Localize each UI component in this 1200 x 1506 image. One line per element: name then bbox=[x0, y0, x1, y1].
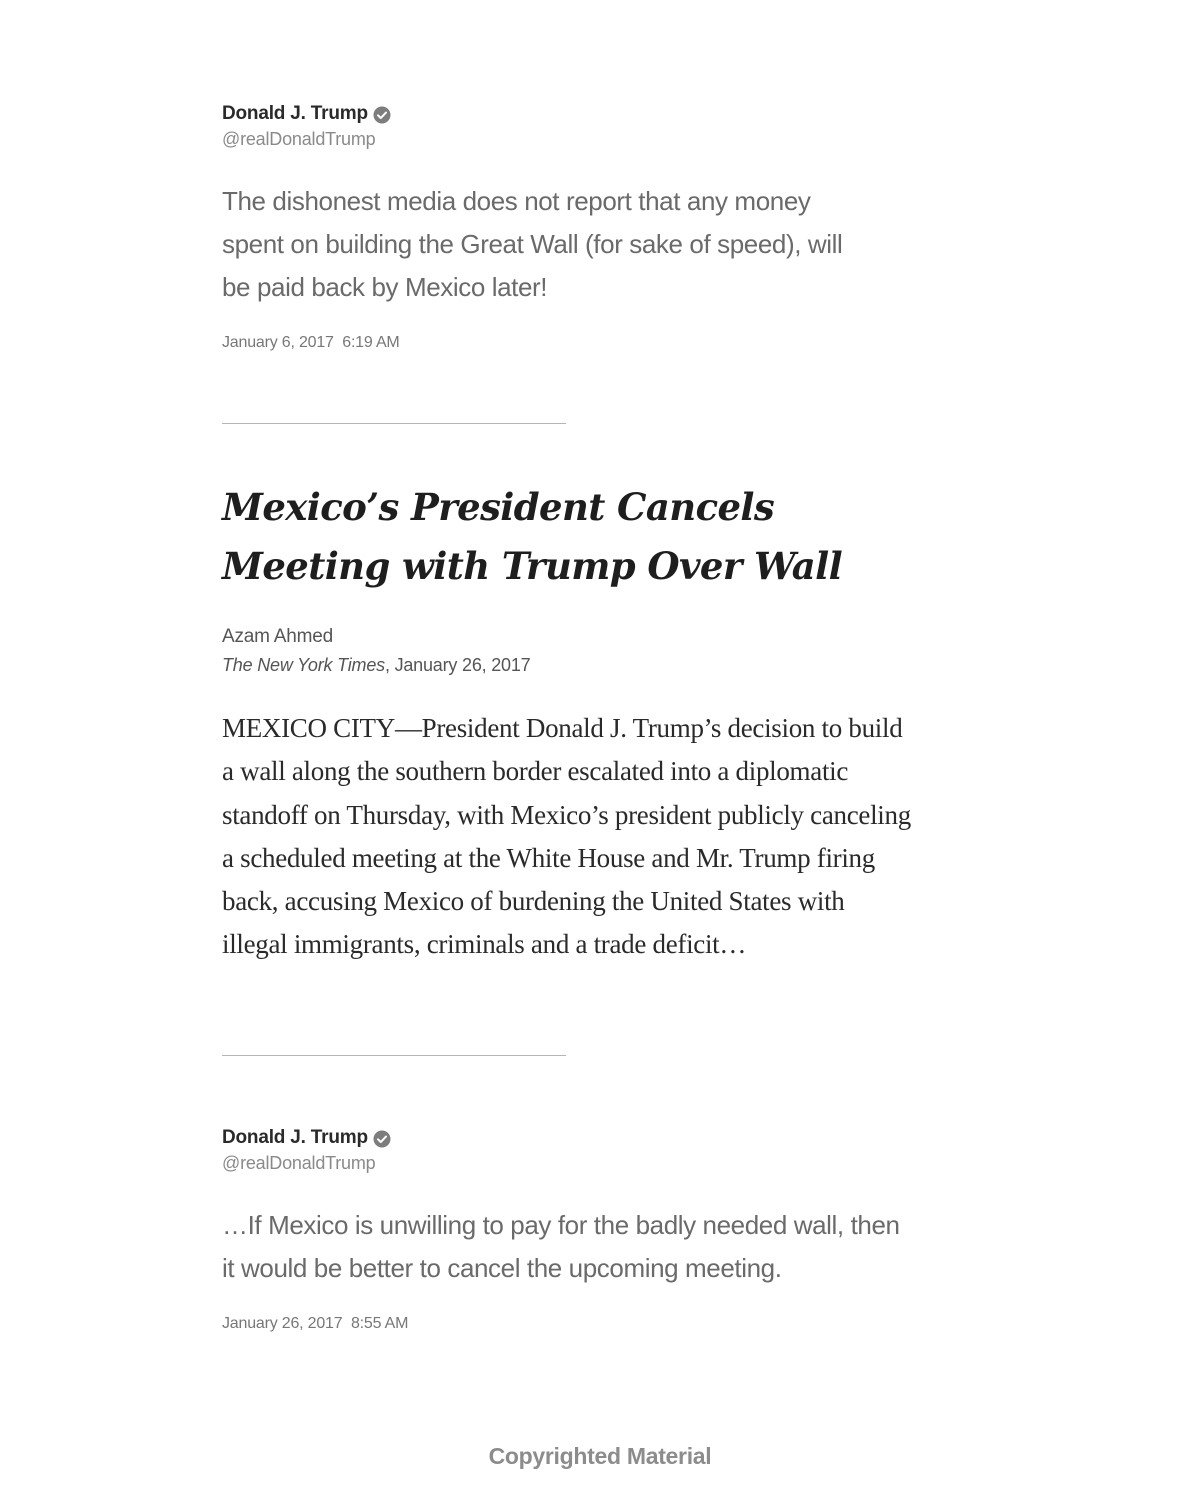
tweet-text: …If Mexico is unwilling to pay for the badly needed wall, then it would be better to cancel the upcoming meeting. bbox=[222, 1210, 900, 1283]
news-article bbox=[222, 478, 922, 967]
article-source: The New York Times bbox=[222, 655, 385, 675]
article-author: Azam Ahmed bbox=[222, 626, 333, 647]
copyright-watermark: Copyrighted Material bbox=[488, 1443, 712, 1469]
section-divider bbox=[222, 423, 566, 424]
article-source-line bbox=[222, 651, 922, 679]
tweet-author-row bbox=[222, 100, 922, 128]
tweet-author-name: Donald J. Trump bbox=[222, 103, 368, 124]
tweet-handle: @realDonaldTrump bbox=[222, 1153, 376, 1173]
tweet-author-row bbox=[222, 1124, 922, 1152]
tweet-card bbox=[222, 100, 922, 352]
article-date: , January 26, 2017 bbox=[384, 655, 531, 675]
verified-badge-icon bbox=[373, 106, 391, 124]
article-headline: Mexico’s President Cancels Meeting with Trump Over Wall bbox=[222, 485, 843, 588]
section-divider bbox=[222, 1055, 566, 1056]
tweet-text: The dishonest media does not report that any money spent on building the Great Wall (for sake of speed), will be paid back by Mexico later! bbox=[222, 186, 843, 302]
tweet-author-name: Donald J. Trump bbox=[222, 1127, 368, 1148]
tweet-handle: @realDonaldTrump bbox=[222, 129, 376, 149]
tweet-timestamp: January 26, 2017 8:55 AM bbox=[222, 1315, 409, 1332]
article-excerpt: MEXICO CITY—President Donald J. Trump’s decision to build a wall along the southern border escalated into a diplomatic standoff on Thursday, with Mexico’s president publicly canceling a scheduled meeting at the White House and Mr. Trump firing back, accusing Mexico of burdening the United States with illegal immigrants, criminals and a trade deficit… bbox=[222, 713, 911, 960]
tweet-timestamp: January 6, 2017 6:19 AM bbox=[222, 334, 400, 351]
tweet-card bbox=[222, 1124, 922, 1333]
verified-badge-icon bbox=[373, 1130, 391, 1148]
